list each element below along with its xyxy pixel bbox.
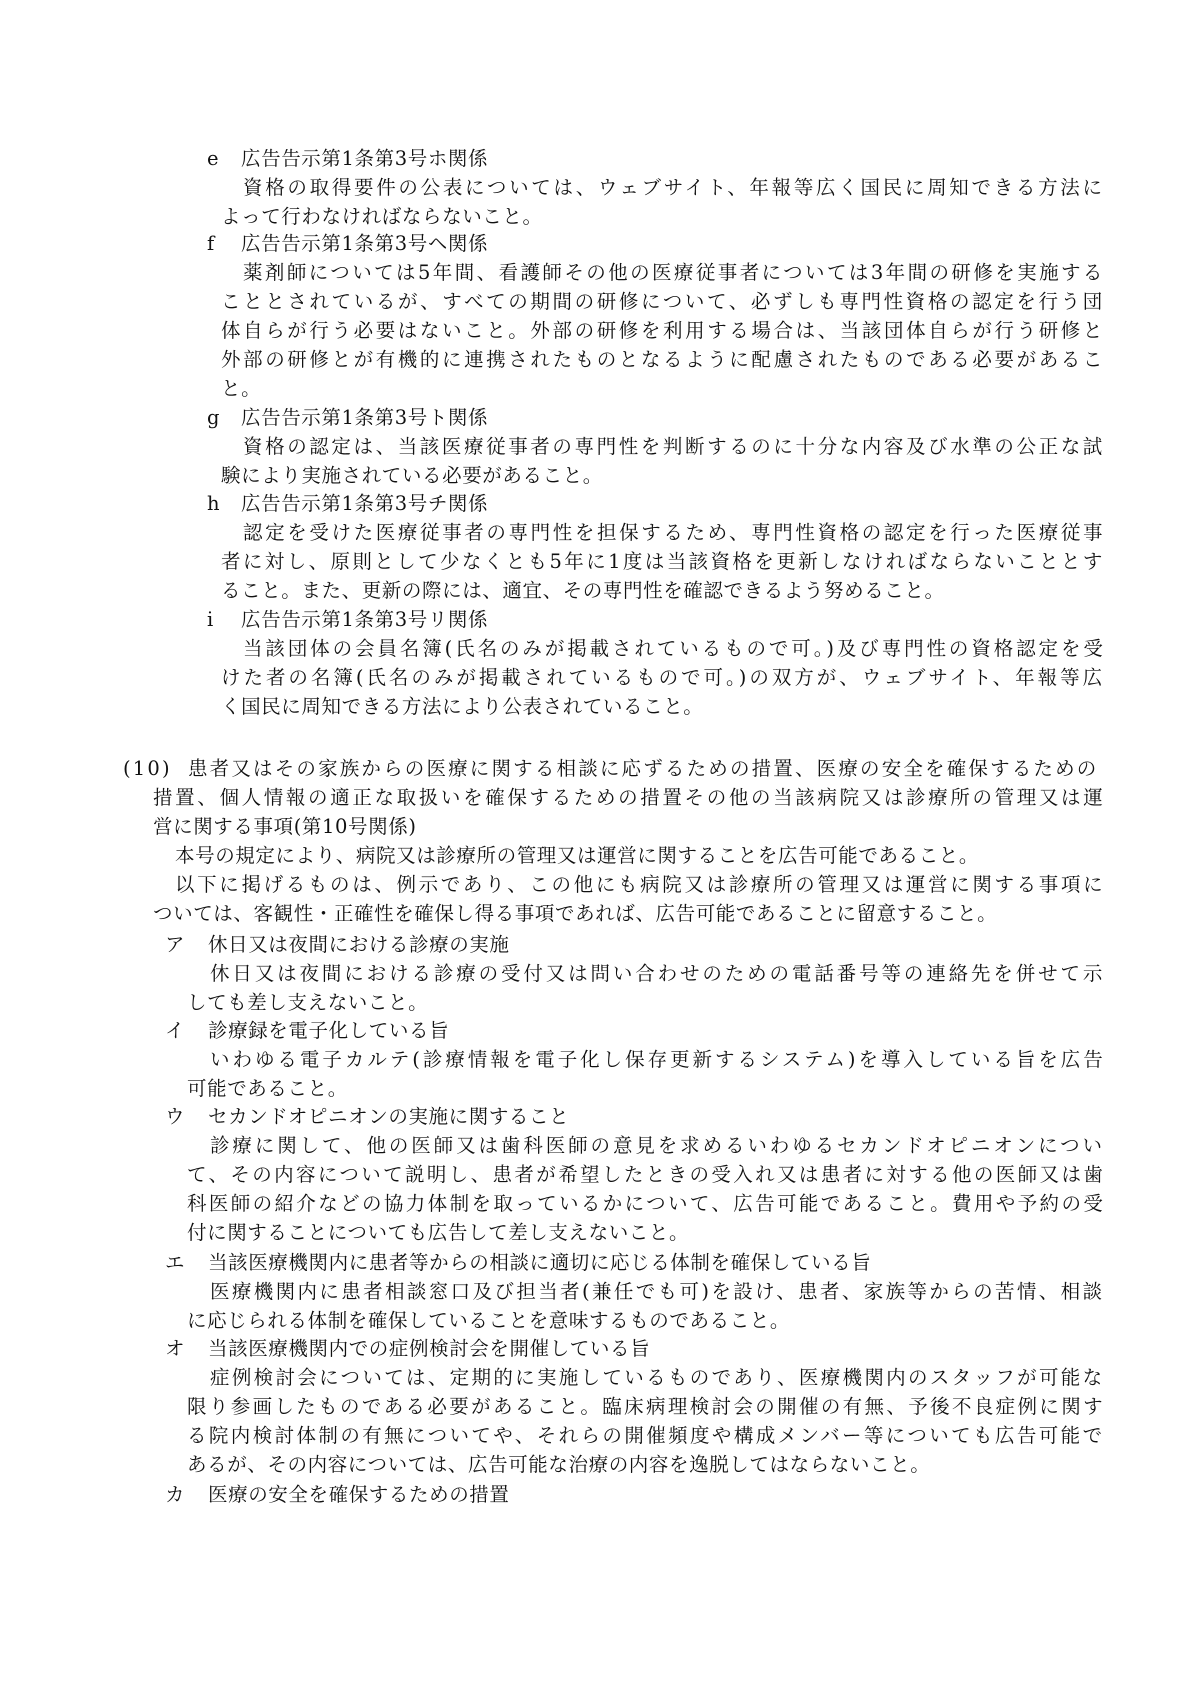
item-heading (165, 1334, 650, 1363)
section-body-line: く国民に周知できる方法により公表されていること。 (221, 695, 704, 718)
item-body-line: に応じられる体制を確保していることを意味するものであること。 (187, 1309, 791, 1332)
item-body-line: いわゆる電子カルテ(診療情報を電子化し保存更新するシステム)を導入している旨を広告 (210, 1048, 1106, 1071)
section-body-line: 資格の認定は、当該医療従事者の専門性を判断するのに十分な内容及び水準の公正な試 (243, 435, 1105, 458)
item-body-line: 医療機関内に患者相談窓口及び担当者(兼任でも可)を設け、患者、家族等からの苦情、相談 (210, 1280, 1105, 1303)
section-body-line: よって行わなければならないこと。 (221, 205, 543, 228)
item-heading (165, 1248, 871, 1277)
section-heading (207, 605, 488, 634)
section-body-line: 薬剤師については5年間、看護師その他の医療従事者については3年間の研修を実施する (243, 261, 1105, 284)
section-body-line: 当該団体の会員名簿(氏名のみが掲載されているもので可。)及び専門性の資格認定を受 (243, 637, 1106, 660)
item-heading-text: 当該医療機関内での症例検討会を開催している旨 (208, 1337, 651, 1360)
item-marker: イ (165, 1019, 186, 1042)
section-body-line: こととされているが、すべての期間の研修について、必ずしも専門性資格の認定を行う団 (221, 290, 1105, 313)
item-body-line: 症例検討会については、定期的に実施しているものであり、医療機関内のスタッフが可能な (210, 1366, 1105, 1389)
item-heading-text: 当該医療機関内に患者等からの相談に適切に応じる体制を確保している旨 (208, 1251, 872, 1274)
item10-intro-line: ついては、客観性・正確性を確保し得る事項であれば、広告可能であることに留意すること。 (153, 902, 998, 925)
item-heading-text: 診療録を電子化している旨 (208, 1019, 450, 1042)
item10-intro-line: 以下に掲げるものは、例示であり、この他にも病院又は診療所の管理又は運営に関する事項に (175, 873, 1106, 896)
section-body-line: けた者の名簿(氏名のみが掲載されているもので可。)の双方が、ウェブサイト、年報等広 (221, 666, 1106, 689)
section-heading-text: 広告告示第1条第3号ホ関係 (241, 147, 489, 170)
item10-title-text: 患者又はその家族からの医療に関する相談に応ずるための措置、医療の安全を確保するための (188, 757, 1099, 780)
item10-intro-line: 本号の規定により、病院又は診療所の管理又は運営に関することを広告可能であること。 (175, 844, 980, 867)
section-body-line: 者に対し、原則として少なくとも5年に1度は当該資格を更新しなければならないこととす (221, 550, 1105, 573)
section-marker: h (207, 492, 221, 515)
item-heading (165, 1016, 449, 1045)
item-heading (165, 1480, 510, 1509)
item-heading-text: 休日又は夜間における診療の実施 (208, 933, 510, 956)
section-body-line: と。 (221, 377, 262, 400)
item-body-line: あるが、その内容については、広告可能な治療の内容を逸脱してはならないこと。 (187, 1453, 931, 1476)
item-body-line: 限り参画したものである必要があること。臨床病理検討会の開催の有無、予後不良症例に関す (187, 1395, 1105, 1418)
item10-title (123, 754, 1098, 783)
item-heading (165, 1102, 569, 1131)
item10-title-line: 措置、個人情報の適正な取扱いを確保するための措置その他の当該病院又は診療所の管理又は運 (153, 786, 1106, 809)
item-marker: オ (165, 1337, 186, 1360)
item-marker: エ (165, 1251, 186, 1274)
section-marker: f (207, 232, 215, 255)
item-body-line: しても差し支えないこと。 (187, 991, 429, 1014)
section-marker: i (207, 608, 214, 631)
item-body-line: 診療に関して、他の医師又は歯科医師の意見を求めるいわゆるセカンドオピニオンについ (210, 1134, 1105, 1157)
item-body-line: 休日又は夜間における診療の受付又は問い合わせのための電話番号等の連絡先を併せて示 (210, 962, 1106, 985)
item-body-line: 可能であること。 (187, 1077, 348, 1100)
section-body-line: 験により実施されている必要があること。 (221, 464, 603, 487)
section-heading (207, 403, 488, 432)
section-body-line: 認定を受けた医療従事者の専門性を担保するため、専門性資格の認定を行った医療従事 (243, 521, 1106, 544)
item-marker: ウ (165, 1105, 186, 1128)
section-body-line: 外部の研修とが有機的に連携されたものとなるように配慮されたものである必要があるこ (221, 348, 1106, 371)
section-marker: g (207, 406, 221, 429)
item-body-line: て、その内容について説明し、患者が希望したときの受入れ又は患者に対する他の医師又は歯 (187, 1163, 1106, 1186)
section-heading-text: 広告告示第1条第3号ト関係 (241, 406, 489, 429)
item-heading (165, 930, 510, 959)
item-body-line: 付に関することについても広告して差し支えないこと。 (187, 1221, 690, 1244)
section-body-line: ること。また、更新の際には、適宜、その専門性を確認できるよう努めること。 (221, 579, 945, 602)
item-body-line: る院内検討体制の有無についてや、それらの開催頻度や構成メンバー等についても広告可能で (187, 1424, 1105, 1447)
item-body-line: 科医師の紹介などの協力体制を取っているかについて、広告可能であること。費用や予約の受 (187, 1192, 1106, 1215)
section-heading (207, 144, 488, 173)
section-marker: e (207, 147, 220, 170)
section-body-line: 体自らが行う必要はないこと。外部の研修を利用する場合は、当該団体自らが行う研修と (221, 319, 1106, 342)
item-marker: ア (165, 933, 186, 956)
item-heading-text: セカンドオピニオンの実施に関すること (208, 1105, 570, 1128)
section-heading-text: 広告告示第1条第3号ヘ関係 (241, 232, 489, 255)
section-heading-text: 広告告示第1条第3号リ関係 (241, 608, 489, 631)
section-heading-text: 広告告示第1条第3号チ関係 (241, 492, 489, 515)
section-heading (207, 489, 488, 518)
item10-title-line: 営に関する事項(第10号関係) (153, 815, 417, 838)
item-marker: カ (165, 1483, 186, 1506)
item-heading-text: 医療の安全を確保するための措置 (208, 1483, 510, 1506)
section-heading (207, 229, 488, 258)
section-body-line: 資格の取得要件の公表については、ウェブサイト、年報等広く国民に周知できる方法に (243, 176, 1105, 199)
item10-marker: (10) (123, 757, 172, 780)
